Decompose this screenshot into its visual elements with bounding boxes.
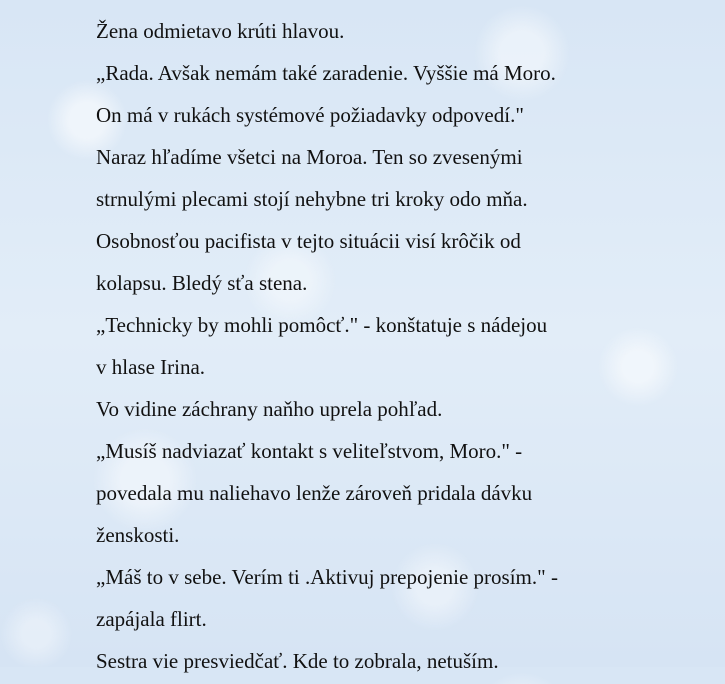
text-line: strnulými plecami stojí nehybne tri kroky odo mňa.: [96, 187, 528, 211]
document-body: [96, 12, 696, 684]
text-line: kolapsu. Bledý sťa stena.: [96, 271, 308, 295]
text-line: Vo vidine záchrany naňho uprela pohľad.: [96, 397, 443, 421]
text-line: „Rada. Avšak nemám také zaradenie. Vyššie má Moro.: [96, 61, 556, 85]
text-line: „Musíš nadviazať kontakt s veliteľstvom, Moro." -: [96, 439, 523, 463]
text-line: ženskosti.: [96, 523, 180, 547]
text-line: v hlase Irina.: [96, 355, 206, 379]
text-line: zapájala flirt.: [96, 607, 207, 631]
text-line: Naraz hľadíme všetci na Moroa. Ten so zvesenými: [96, 145, 523, 169]
text-line: „Technicky by mohli pomôcť." - konštatuje s nádejou: [96, 313, 548, 337]
text-line: Sestra vie presviedčať. Kde to zobrala, netuším.: [96, 649, 499, 673]
text-line: Osobnosťou pacifista v tejto situácii visí krôčik od: [96, 229, 521, 253]
text-line: On má v rukách systémové požiadavky odpovedí.": [96, 103, 524, 127]
text-line: „Máš to v sebe. Verím ti .Aktivuj prepojenie prosím." -: [96, 565, 558, 589]
text-line: povedala mu naliehavo lenže zároveň pridala dávku: [96, 481, 533, 505]
text-line: Žena odmietavo krúti hlavou.: [96, 19, 345, 43]
